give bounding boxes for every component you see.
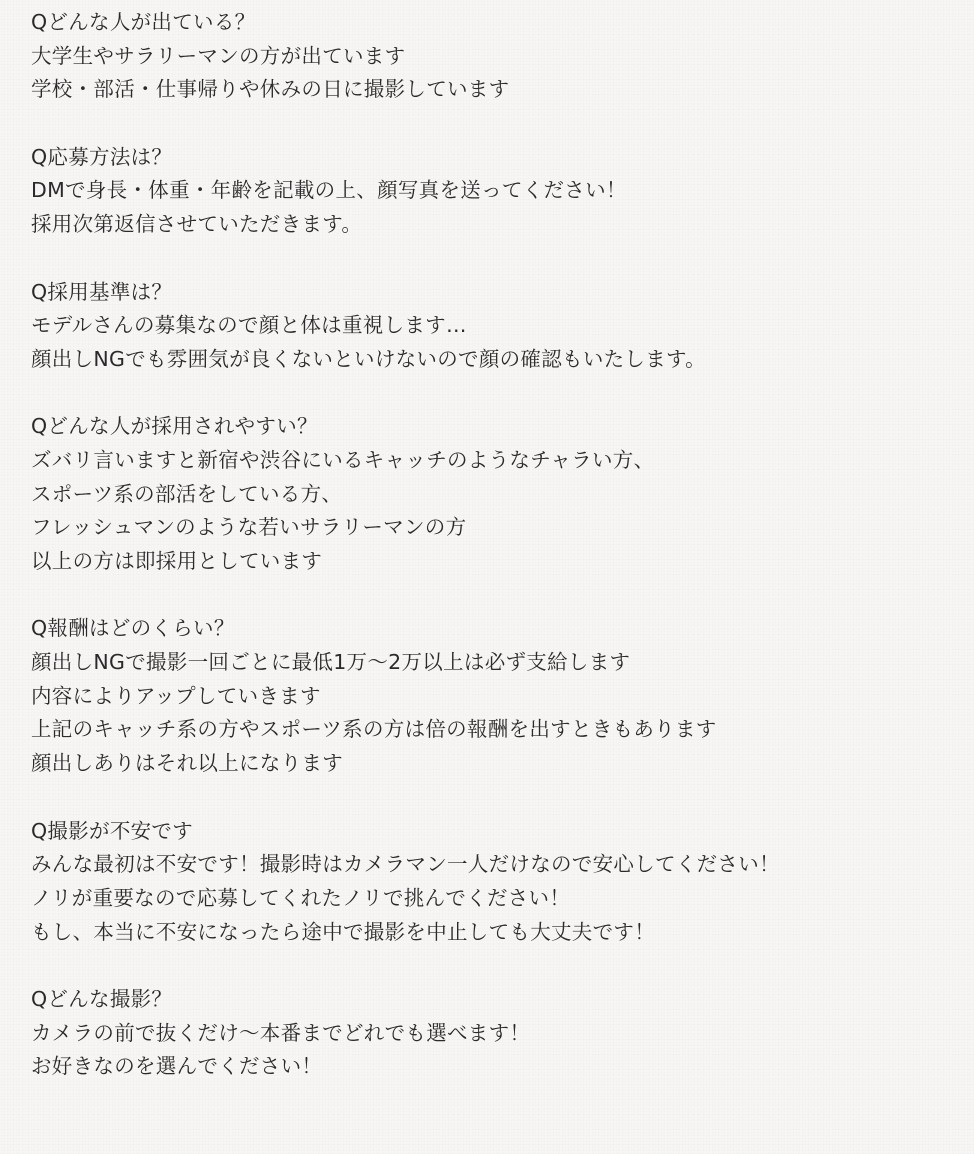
faq-answer-line: 以上の方は即採用としています [31,549,323,573]
blank-line [31,579,951,613]
faq-answer-line: 顔出しNGでも雰囲気が良くないといけないので顔の確認もいたします。 [31,346,706,371]
faq-section [31,141,951,242]
faq-section [31,815,951,950]
faq-answer-line: スポーツ系の部活をしている方、 [31,481,343,506]
faq-answer-line: 内容によりアップしていきます [31,683,321,708]
faq-question: Q採用基準は？ [31,279,173,304]
faq-answer-line: 上記のキャッチ系の方やスポーツ系の方は倍の報酬を出すときもあります [31,717,717,742]
faq-answer-line: フレッシュマンのような若いサラリーマンの方 [31,515,467,540]
blank-line [31,949,951,983]
faq-answer-line: みんな最初は不安です！撮影時はカメラマン一人だけなので安心してください！ [31,852,780,877]
faq-question: Qどんな人が採用されやすい？ [31,414,318,439]
faq-answer-line: 顔出しNGで撮影一回ごとに最低1万〜2万以上は必ず支給します [31,650,631,675]
faq-answer-line: モデルさんの募集なので顔と体は重視します… [31,313,467,338]
faq-question: Q応募方法は？ [31,144,173,169]
faq-answer-line: お好きなのを選んでください！ [31,1054,323,1079]
faq-question: Qどんな人が出ている？ [31,10,256,34]
faq-section [31,6,951,107]
faq-answer-line: 顔出しありはそれ以上になります [31,751,343,776]
blank-line [31,107,951,141]
faq-answer-line: DMで身長・体重・年齢を記載の上、顔写真を送ってください！ [31,178,627,203]
faq-answer-line: ズバリ言いますと新宿や渋谷にいるキャッチのようなチャラい方、 [31,447,655,472]
faq-note [31,6,951,1084]
faq-section [31,276,951,377]
faq-answer-line: 採用次第返信させていただきます。 [31,212,363,237]
faq-answer-line: もし、本当に不安になったら途中で撮影を中止しても大丈夫です！ [31,919,655,944]
faq-answer-line: ノリが重要なので応募してくれたノリで挑んでください！ [31,885,571,910]
faq-section [31,612,951,780]
faq-section [31,410,951,578]
blank-line [31,242,951,276]
faq-question: Qどんな撮影？ [31,986,173,1011]
blank-line [31,781,951,815]
faq-answer-line: 学校・部活・仕事帰りや休みの日に撮影しています [31,77,510,102]
faq-question: Q報酬はどのくらい？ [31,616,235,641]
faq-question: Q撮影が不安です [31,818,194,843]
blank-line [31,377,951,411]
faq-answer-line: カメラの前で抜くだけ〜本番までどれでも選べます！ [31,1020,531,1045]
faq-section [31,983,951,1084]
faq-answer-line: 大学生やサラリーマンの方が出ています [31,43,406,68]
